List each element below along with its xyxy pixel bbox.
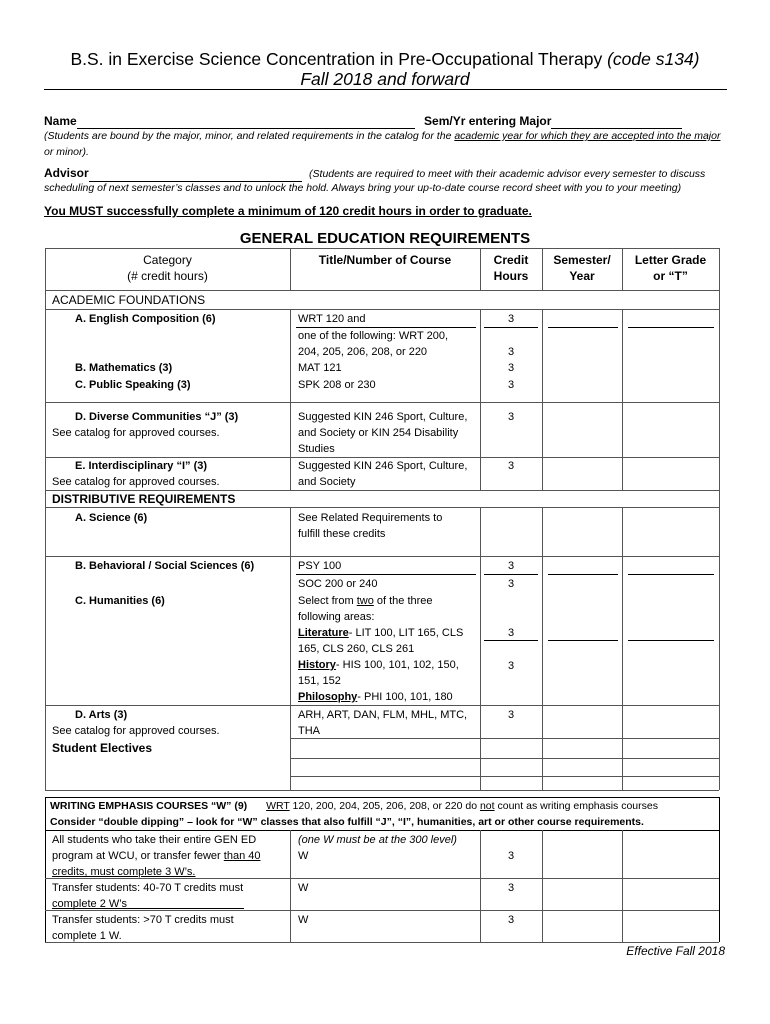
col-semester-header: Semester/ Year [553, 253, 611, 283]
w-credits-1: 3 [507, 850, 515, 862]
all-students-label: All students who take their entire GEN ED program at WCU, or transfer fewer than 40 credits, must complete 3 W’s. [52, 834, 261, 878]
col-credit-header: Credit Hours [493, 253, 529, 283]
interdisciplinary-course: Suggested KIN 246 Sport, Culture, and Society [298, 460, 468, 488]
spk-course: SPK 208 or 230 [298, 379, 376, 391]
name-row: Name Sem/Yr entering Major [44, 113, 682, 129]
arts-course: ARH, ART, DAN, FLM, MHL, MTC, THA [298, 709, 468, 737]
w-credits-2: 3 [507, 882, 515, 894]
w-course-2: W [298, 882, 309, 894]
psy-course: PSY 100 [298, 560, 342, 572]
hist-credits: 3 [507, 660, 515, 672]
psy-credits: 3 [507, 560, 515, 572]
diverse-credits: 3 [507, 411, 515, 423]
interdisciplinary-credits: 3 [507, 460, 515, 472]
english-composition-label: A. English Composition (6) [75, 313, 216, 325]
mat-credits: 3 [507, 362, 515, 374]
page-subtitle: Fall 2018 and forward [300, 69, 470, 89]
wrt-course-1: WRT 120 and [298, 313, 366, 325]
spk-credits: 3 [507, 379, 515, 391]
humanities-courses: Select from two of the three following areas: Literature- LIT 100, LIT 165, CLS 165, CLS 260, CLS 261 History- HIS 100, 101, 102, 150, 151, 152 Philosophy- PHI 100, 101, 180 [298, 595, 464, 703]
lit-credits: 3 [507, 627, 515, 639]
humanities-label: C. Humanities (6) [75, 595, 165, 607]
science-course: See Related Requirements to fulfill these credits [298, 512, 443, 540]
effective-date: Effective Fall 2018 [626, 944, 725, 958]
must-complete-note: You MUST successfully complete a minimum of 120 credit hours in order to graduate. [44, 204, 532, 218]
w-course-3: W [298, 914, 309, 926]
mat-course: MAT 121 [298, 362, 342, 374]
wrt-course-2: one of the following: WRT 200, 204, 205, 206, 208, or 220 [298, 330, 449, 358]
title-rule [44, 89, 727, 90]
transfer-40-70-label: Transfer students: 40-70 T credits must complete 2 W’s [52, 882, 244, 910]
wrt-credits-1: 3 [507, 313, 515, 325]
academic-foundations-label: ACADEMIC FOUNDATIONS [52, 293, 206, 307]
advisor-row: Advisor (Students are required to meet with their academic advisor every semester to discuss [44, 166, 706, 180]
arts-credits: 3 [507, 709, 515, 721]
distributive-label: DISTRIBUTIVE REQUIREMENTS [52, 492, 236, 506]
double-dipping-note: Consider “double dipping” – look for “W” classes that also fulfill “J”, “I”, humanities, art or other course requirements. [50, 816, 644, 828]
interdisciplinary-label: E. Interdisciplinary “I” (3) See catalog for approved courses. [52, 460, 220, 488]
page-title: B.S. in Exercise Science Concentration in Pre-Occupational Therapy (code s134) [70, 49, 700, 69]
transfer-70-label: Transfer students: >70 T credits must complete 1 W. [52, 914, 234, 942]
w-course-1: (one W must be at the 300 level) W [298, 834, 457, 862]
soc-credits: 3 [507, 578, 515, 590]
w-credits-3: 3 [507, 914, 515, 926]
soc-course: SOC 200 or 240 [298, 578, 378, 590]
catalog-note: (Students are bound by the major, minor, and related requirements in the catalog for the academic year for which they are accepted into the major or minor). [44, 130, 721, 158]
science-label: A. Science (6) [75, 512, 148, 524]
writing-heading-row: WRITING EMPHASIS COURSES “W” (9) WRT 120, 200, 204, 205, 206, 208, or 220 do not count as writing emphasis courses [50, 800, 658, 812]
wrt-credits-2: 3 [507, 346, 515, 358]
col-category-header: Category (# credit hours) [127, 253, 208, 283]
mathematics-label: B. Mathematics (3) [75, 362, 173, 374]
arts-label: D. Arts (3) See catalog for approved courses. [52, 709, 220, 737]
col-title-header: Title/Number of Course [318, 253, 452, 267]
public-speaking-label: C. Public Speaking (3) [75, 379, 191, 391]
student-electives-label: Student Electives [52, 741, 153, 755]
col-grade-header: Letter Grade or “T” [634, 253, 707, 283]
gen-ed-heading: GENERAL EDUCATION REQUIREMENTS [239, 230, 531, 247]
advisor-note: scheduling of next semester’s classes and to unlock the hold. Always bring your up-to-date course record sheet with you to your meeting) [44, 182, 682, 194]
behavioral-label: B. Behavioral / Social Sciences (6) [75, 560, 255, 572]
diverse-course: Suggested KIN 246 Sport, Culture, and Society or KIN 254 Disability Studies [298, 411, 468, 455]
diverse-communities-label: D. Diverse Communities “J” (3) See catalog for approved courses. [52, 411, 239, 439]
